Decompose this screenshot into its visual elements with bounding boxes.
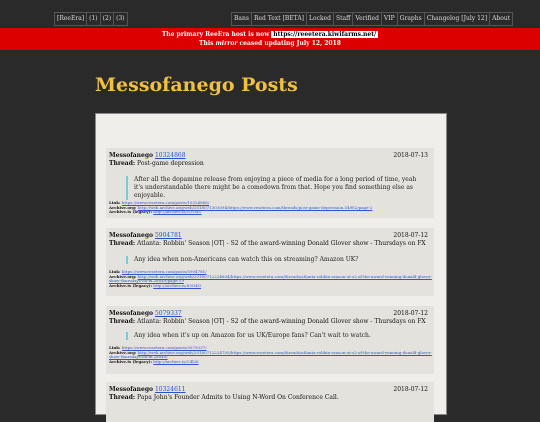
post-date: 2018-07-12 [393, 232, 428, 239]
post-user: Messofanego [109, 386, 154, 393]
archive-label: Archive.org: [109, 349, 137, 355]
post-header [109, 232, 182, 240]
thread-title: Atlanta: Robbin' Season |OT| - S2 of the award-winning Donald Glover show - Thursdays on FX [137, 240, 426, 247]
mirror-banner [0, 28, 540, 50]
banner-line2-post: ceased updating July 12, 2018 [239, 40, 341, 47]
nav-link-2[interactable]: (2) [100, 12, 114, 26]
post-date: 2018-07-12 [393, 386, 428, 393]
nav-link-1[interactable]: (1) [86, 12, 100, 26]
post-user: Messofanego [109, 232, 154, 239]
thread-label: Thread: [109, 318, 136, 325]
post-header [109, 386, 186, 394]
banner-host-text: The primary ReeEra host is now [161, 31, 270, 38]
nav-link-verified[interactable]: Verified [352, 12, 381, 26]
archive-label: Archive.org: [109, 204, 137, 210]
post-link[interactable]: https://www.resetera.com/posts/5079337/ [121, 345, 207, 350]
link-label: Link: [109, 345, 121, 350]
nav-link-reeera[interactable]: [ReeEra] [54, 12, 86, 26]
nav-group-right [231, 12, 513, 26]
post-thread [109, 240, 426, 247]
nav-link-graphs[interactable]: Graphs [397, 12, 424, 26]
thread-title: Post-game depression [137, 160, 204, 167]
archiveis-label: Archive.is (legacy): [109, 282, 152, 288]
nav-link-bans[interactable]: Bans [231, 12, 251, 26]
archive-link[interactable]: http://web.archive.org/web/20180712224705/https://www.resetera.com/threads/atlanta-robbin-season-ot-s2-of-the-award-winning-donald-glover-show-thursdays-on-fx.28049/ [109, 349, 432, 359]
thread-label: Thread: [109, 240, 136, 247]
nav-link-staff[interactable]: Staff [333, 12, 352, 26]
post-header [109, 310, 182, 318]
post-card [106, 148, 434, 218]
archiveis-label: Archive.is (legacy): [109, 358, 152, 364]
thread-title: Papa John's Founder Admits to Using N-Word On Conference Call. [137, 394, 339, 401]
archiveis-link[interactable]: http://archive.is/1OO4U [153, 209, 202, 214]
link-label: Link: [109, 269, 121, 274]
post-thread [109, 394, 339, 401]
post-link[interactable]: https://www.resetera.com/posts/10324868/ [121, 200, 210, 205]
post-id-link[interactable]: 5904781 [154, 232, 182, 239]
post-user: Messofanego [109, 310, 154, 317]
post-id-link[interactable]: 5079337 [154, 310, 182, 317]
archive-link[interactable]: http://web.archive.org/web/2018071303094/https://www.resetera.com/threads/post-game-depression.54982/page-2 [137, 204, 373, 210]
post-date: 2018-07-13 [393, 152, 428, 159]
nav-link-locked[interactable]: Locked [306, 12, 333, 26]
archiveis-link[interactable]: http://archive.is/C4l26 [153, 358, 199, 364]
post-thread [109, 160, 204, 167]
post-card [106, 306, 434, 374]
top-nav [0, 12, 540, 24]
nav-link-red-text[interactable]: Red Text [BETA] [251, 12, 306, 26]
thread-label: Thread: [109, 394, 136, 401]
nav-link-about[interactable]: About [489, 12, 513, 26]
page-title: Messofanego Posts [95, 74, 298, 96]
banner-line2-mirror: mirror [215, 40, 238, 47]
post-card [106, 382, 434, 422]
link-label: Link: [109, 200, 121, 205]
post-id-link[interactable]: 10324868 [154, 152, 186, 159]
post-links [109, 346, 434, 364]
nav-link-3[interactable]: (3) [113, 12, 128, 26]
post-card [106, 228, 434, 296]
nav-link-changelog[interactable]: Changelog [July 12] [424, 12, 489, 26]
post-quote: Any idea when non-Americans can watch this on streaming? Amazon UK? [126, 256, 422, 264]
archiveis-label: Archive.is (legacy): [109, 209, 152, 214]
banner-host-link[interactable]: https://reeetera.kiwifarms.net/ [273, 31, 377, 38]
posts-container [95, 113, 447, 415]
archiveis-link[interactable]: http://archive.is/S5O4O [153, 282, 202, 288]
post-quote: Any idea when it's up on Amazon for us UK/Europe fans? Can't wait to watch. [126, 332, 422, 340]
post-thread [109, 318, 426, 325]
nav-link-vip[interactable]: VIP [381, 12, 397, 26]
post-user: Messofanego [109, 152, 154, 159]
archive-label: Archive.org: [109, 273, 137, 279]
post-links [109, 270, 434, 288]
post-header [109, 152, 186, 160]
banner-line2-pre: This [199, 40, 214, 47]
post-link[interactable]: https://www.resetera.com/posts/5904781/ [121, 269, 207, 274]
post-date: 2018-07-12 [393, 310, 428, 317]
post-links [109, 201, 372, 215]
post-quote: After all the dopamine release from enjoying a piece of media for a long period of time, yeah it's understandable there might be a comedown from that. Hope you find something else as enjoyable. [126, 176, 422, 200]
banner-line-1 [0, 30, 540, 39]
thread-title: Atlanta: Robbin' Season |OT| - S2 of the award-winning Donald Glover show - Thursdays on FX [137, 318, 426, 325]
nav-group-left [54, 12, 128, 26]
banner-line-2 [0, 39, 540, 48]
archive-link[interactable]: http://web.archive.org/web/20180712224604/https://www.resetera.com/threads/atlanta-robbin-season-ot-s2-of-the-award-winning-donald-glover-show-thursdays-on-fx.28049/page-19 [109, 273, 432, 283]
post-id-link[interactable]: 10324611 [154, 386, 186, 393]
thread-label: Thread: [109, 160, 136, 167]
